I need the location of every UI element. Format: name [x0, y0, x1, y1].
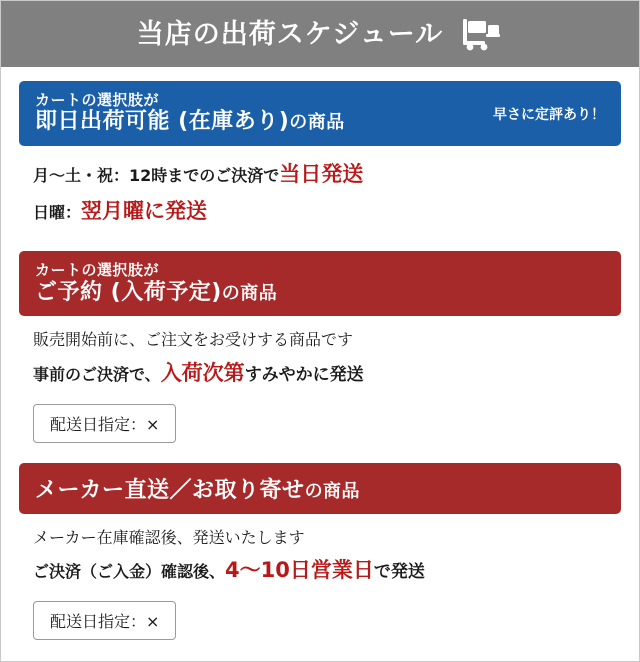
in-stock-line-sunday-prefix: 日曜：	[33, 202, 82, 222]
section-in-stock	[19, 81, 621, 235]
detail-direct-shipping	[19, 514, 621, 644]
reservation-line-payment-emphasis: 入荷次第	[160, 361, 245, 386]
banner-in-stock-big	[35, 109, 345, 136]
direct-shipping-line-payment	[33, 554, 611, 587]
in-stock-line-sunday-emphasis: 翌月曜に発送	[81, 198, 208, 223]
detail-reservation	[19, 316, 621, 446]
in-stock-line-sunday	[33, 195, 611, 228]
reservation-line-payment	[33, 357, 611, 390]
banner-in-stock-big-thin: の商品	[289, 112, 345, 134]
reservation-line-note: 販売開始前に、ご注文をお受けする商品です	[33, 330, 354, 350]
detail-in-stock	[19, 146, 621, 235]
banner-reservation-big	[35, 280, 277, 307]
banner-direct-shipping-strong: メーカー直送／お取り寄せ	[35, 477, 305, 503]
reservation-delivery-date-tag: 配送日指定：×	[33, 404, 176, 443]
in-stock-line-weekday-mid: 12時までのご決済で	[129, 166, 280, 186]
page-body	[1, 67, 639, 654]
page-header	[1, 1, 639, 67]
section-reservation	[19, 251, 621, 446]
direct-shipping-line-payment-emphasis: 4～10日営業日	[225, 558, 374, 583]
banner-in-stock	[19, 81, 621, 146]
delivery-truck-icon	[457, 17, 503, 51]
banner-in-stock-text	[35, 91, 345, 136]
banner-reservation-big-thin: の商品	[221, 282, 278, 304]
in-stock-line-weekday	[33, 158, 611, 191]
banner-direct-shipping	[19, 463, 621, 514]
reservation-line-payment-prefix: 事前のご決済で、	[33, 365, 161, 385]
banner-reservation-text	[35, 261, 277, 306]
banner-in-stock-big-strong: 即日出荷可能 (在庫あり)	[35, 109, 290, 135]
direct-shipping-line-payment-suffix: で発送	[373, 562, 425, 583]
in-stock-line-weekday-prefix: 月～土・祝：	[33, 166, 130, 186]
direct-shipping-delivery-date-tag: 配送日指定：×	[33, 601, 176, 640]
banner-direct-shipping-thin: の商品	[304, 480, 361, 502]
banner-in-stock-note: 早さに定評あり！	[493, 106, 605, 123]
banner-reservation-small: カートの選択肢が	[35, 261, 160, 280]
banner-in-stock-small: カートの選択肢が	[35, 91, 160, 109]
section-direct-shipping	[19, 463, 621, 644]
in-stock-line-weekday-emphasis: 当日発送	[279, 162, 364, 187]
banner-reservation-big-strong: ご予約 (入荷予定)	[35, 279, 222, 305]
reservation-line-payment-suffix: すみやかに発送	[244, 365, 364, 386]
direct-shipping-line-payment-prefix: ご決済（ご入金）確認後、	[33, 562, 226, 582]
page-title: 当店の出荷スケジュール	[136, 18, 444, 50]
banner-direct-shipping-text	[35, 473, 360, 504]
banner-reservation	[19, 251, 621, 316]
direct-shipping-line-note: メーカー在庫確認後、発送いたします	[33, 527, 305, 547]
